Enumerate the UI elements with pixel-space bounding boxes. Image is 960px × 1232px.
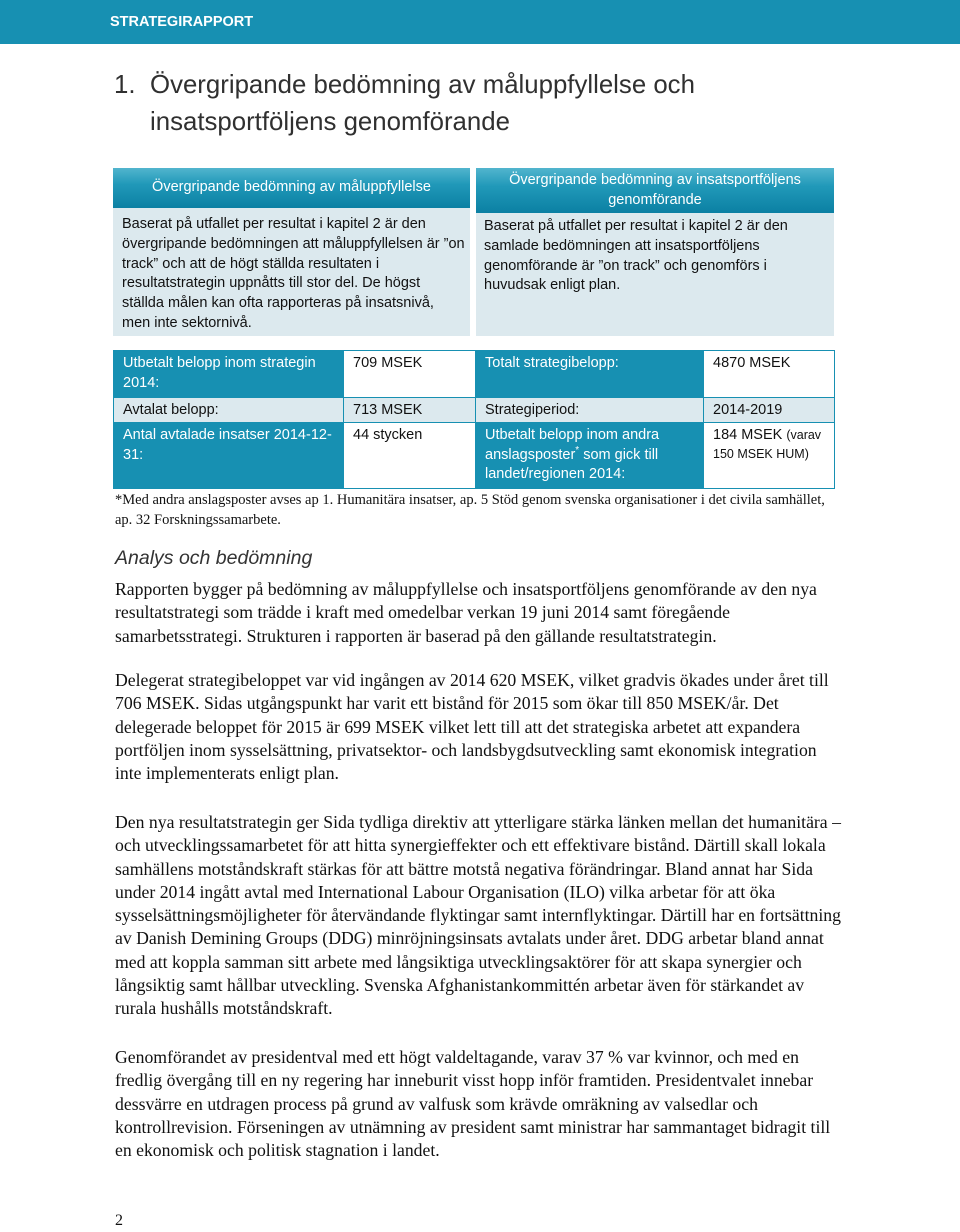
report-banner (0, 0, 960, 44)
goal-fulfilment-box (113, 168, 470, 336)
box-body-line: Baserat på utfallet per resultat i kapitel 2 är den (484, 218, 788, 234)
footnote-marker: * (575, 444, 580, 456)
table-footnote (115, 490, 825, 530)
table-row (114, 398, 835, 423)
goal-fulfilment-box-body (113, 208, 470, 334)
total-strategy-amount-label (476, 351, 704, 398)
paragraph-line: och utvecklingssamarbetet för att hitta synergieffekter och ett effektivare bistånd. Därtill skall lokala (115, 835, 826, 856)
contracted-amount-value (344, 398, 476, 423)
paragraph-line: Genomförandet av presidentval med ett högt valdeltagande, varav 37 % var kvinnor, och med en (115, 1047, 799, 1067)
portfolio-implementation-box-body (476, 213, 834, 296)
strategy-period-label (476, 398, 704, 423)
portfolio-implementation-box (476, 168, 834, 336)
paragraph-line: inte implementerats enligt plan. (115, 763, 339, 784)
box-body-line: huvudsak enligt plan. (484, 277, 621, 294)
amount-note: (varav (786, 428, 822, 442)
amount-text: 184 MSEK (713, 427, 783, 443)
analysis-paragraph-1 (115, 578, 817, 648)
chapter-title (150, 67, 695, 141)
paragraph-line: Den nya resultatstrategin ger Sida tydliga direktiv att ytterligare stärka länken mellan det humanitära – (115, 812, 841, 832)
paid-2014-label (114, 351, 344, 398)
paragraph-line: delegerade beloppet för 2015 är 699 MSEK vilket lett till att det strategiska arbetet att expandera (115, 716, 801, 737)
cell-line (713, 426, 830, 446)
cell-line: Strategiperiod: (485, 402, 580, 418)
cell-line: Totalt strategibelopp: (485, 355, 619, 371)
box-body-line: övergripande bedömningen att måluppfyllelsen är ”on (122, 235, 465, 252)
table-row (114, 351, 835, 398)
total-strategy-amount-value (704, 351, 835, 398)
analysis-paragraph-4 (115, 1046, 830, 1162)
chapter-title-line: insatsportföljens genomförande (150, 108, 510, 136)
goal-fulfilment-box-header (113, 168, 470, 208)
box-body-line: genomförande är ”on track” och genomförs i (484, 257, 767, 274)
strategy-facts-table (113, 350, 835, 489)
contracted-interventions-value (344, 423, 476, 489)
chapter-number: 1. (114, 71, 136, 99)
paragraph-line: kontrollrevision. Förseningen av utnämning av president samt ministrar har sammantaget bidragit till (115, 1116, 831, 1137)
paid-2014-value (344, 351, 476, 398)
footnote-line: *Med andra anslagsposter avses ap 1. Humanitära insatser, ap. 5 Stöd genom svenska organisationer i det civila samhället, (115, 492, 825, 508)
paragraph-line: långsiktig samt hållbar utveckling. Svenska Afghanistankommittén arbetar även för stärkandet av (115, 975, 805, 996)
table-row (114, 423, 835, 489)
paragraph-line: Rapporten bygger på bedömning av måluppfyllelse och insatsportföljens genomförande av den nya (115, 579, 817, 599)
cell-line (485, 446, 699, 466)
box-title-line: Övergripande bedömning av insatsportföljens (509, 172, 801, 188)
cell-line: 4870 MSEK (713, 355, 791, 371)
box-body-line: resultatstrategin uppnåtts till stor del. De högst (122, 275, 421, 292)
cell-line: Utbetalt belopp inom andra (485, 427, 660, 443)
contracted-amount-label (114, 398, 344, 423)
cell-line: Utbetalt belopp inom strategin (123, 355, 316, 371)
paragraph-line: dessvärre en utdragen process på grund av valfusk som krävde omräkning av valsedlar och (115, 1093, 758, 1114)
box-body-line: ställda målen kan ofta rapporteras på insatsnivå, (122, 295, 434, 312)
paragraph-line: fredlig övergång till en ny regering har inneburit visst hopp inför framtiden. Presidentvalet innebar (115, 1070, 814, 1091)
box-body-line: samlade bedömningen att insatsportföljens (484, 237, 760, 254)
cell-line: Avtalat belopp: (123, 402, 219, 418)
paragraph-line: en ekonomisk och politisk stagnation i landet. (115, 1140, 440, 1161)
amount-note: 150 MSEK HUM) (713, 446, 809, 461)
cell-line: 713 MSEK (353, 402, 423, 418)
banner-title: STRATEGIRAPPORT (110, 14, 254, 30)
analysis-paragraph-2 (115, 669, 829, 785)
cell-line: 709 MSEK (353, 355, 423, 371)
portfolio-implementation-box-header (476, 168, 834, 213)
box-body-line: track” och att de högt ställda resultaten i (122, 255, 380, 272)
cell-line: 44 stycken (353, 427, 423, 443)
box-body-line: Baserat på utfallet per resultat i kapitel 2 är den (122, 216, 426, 232)
paragraph-line: under 2014 ingått avtal med International Labour Organisation (ILO) vilka arbetar för att öka (115, 881, 776, 902)
strategy-period-value (704, 398, 835, 423)
cell-text: anslagsposter (485, 446, 576, 463)
box-body-line: men inte sektornivå. (122, 314, 252, 331)
paragraph-line: Delegerat strategibeloppet var vid ingången av 2014 620 MSEK, vilket gradvis ökades under året till (115, 670, 829, 690)
analysis-paragraph-3 (115, 811, 841, 1021)
section-heading: Analys och bedömning (115, 547, 313, 569)
paragraph-line: sysselsättningsmöjligheter för återvändande flyktingar samt internflyktingar. Därtill har en fortsättning (115, 905, 841, 926)
box-title-line: Övergripande bedömning av måluppfyllelse (152, 179, 431, 196)
other-appropriations-label (476, 423, 704, 489)
cell-line: landet/regionen 2014: (485, 466, 626, 482)
paragraph-line: med att koppla samman sitt arbete med långsiktiga utvecklingsaktörer för att skapa synergier och (115, 951, 802, 972)
paragraph-line: resultatstrategi som trädde i kraft med omedelbar verkan 19 juni 2014 samt föregående (115, 602, 730, 623)
footnote-line: ap. 32 Forskningssamarbete. (115, 512, 281, 528)
paragraph-line: samhällens motståndskraft stärkas för att bättre motstå negativa förändringar. Bland annat har Sida (115, 858, 813, 879)
paragraph-line: 706 MSEK. Sidas utgångspunkt har varit ett bistånd för 2015 som ökar till 850 MSEK/år. Det (115, 693, 779, 714)
chapter-title-line: Övergripande bedömning av måluppfyllelse och (150, 71, 695, 99)
cell-line: 31: (123, 446, 144, 463)
paragraph-line: samarbetsstrategi. Strukturen i rapporten är baserad på den gällande resultatstrategin. (115, 625, 717, 646)
cell-line: 2014: (123, 375, 160, 391)
paragraph-line: portföljen inom sysselsättning, privatsektor- och landsbygdsutveckling samt ekonomisk integration (115, 739, 817, 760)
cell-line: 2014-2019 (713, 402, 783, 418)
box-title-line: genomförande (608, 191, 702, 208)
cell-line: Antal avtalade insatser 2014-12- (123, 427, 332, 443)
cell-text: som gick till (579, 446, 659, 463)
paragraph-line: av Danish Demining Groups (DDG) minröjningsinsats avtalats under året. DDG arbetar bland annat (115, 928, 824, 949)
page-number: 2 (115, 1212, 123, 1229)
contracted-interventions-label (114, 423, 344, 489)
paragraph-line: rurala hushålls motståndskraft. (115, 998, 333, 1019)
other-appropriations-value (704, 423, 835, 489)
